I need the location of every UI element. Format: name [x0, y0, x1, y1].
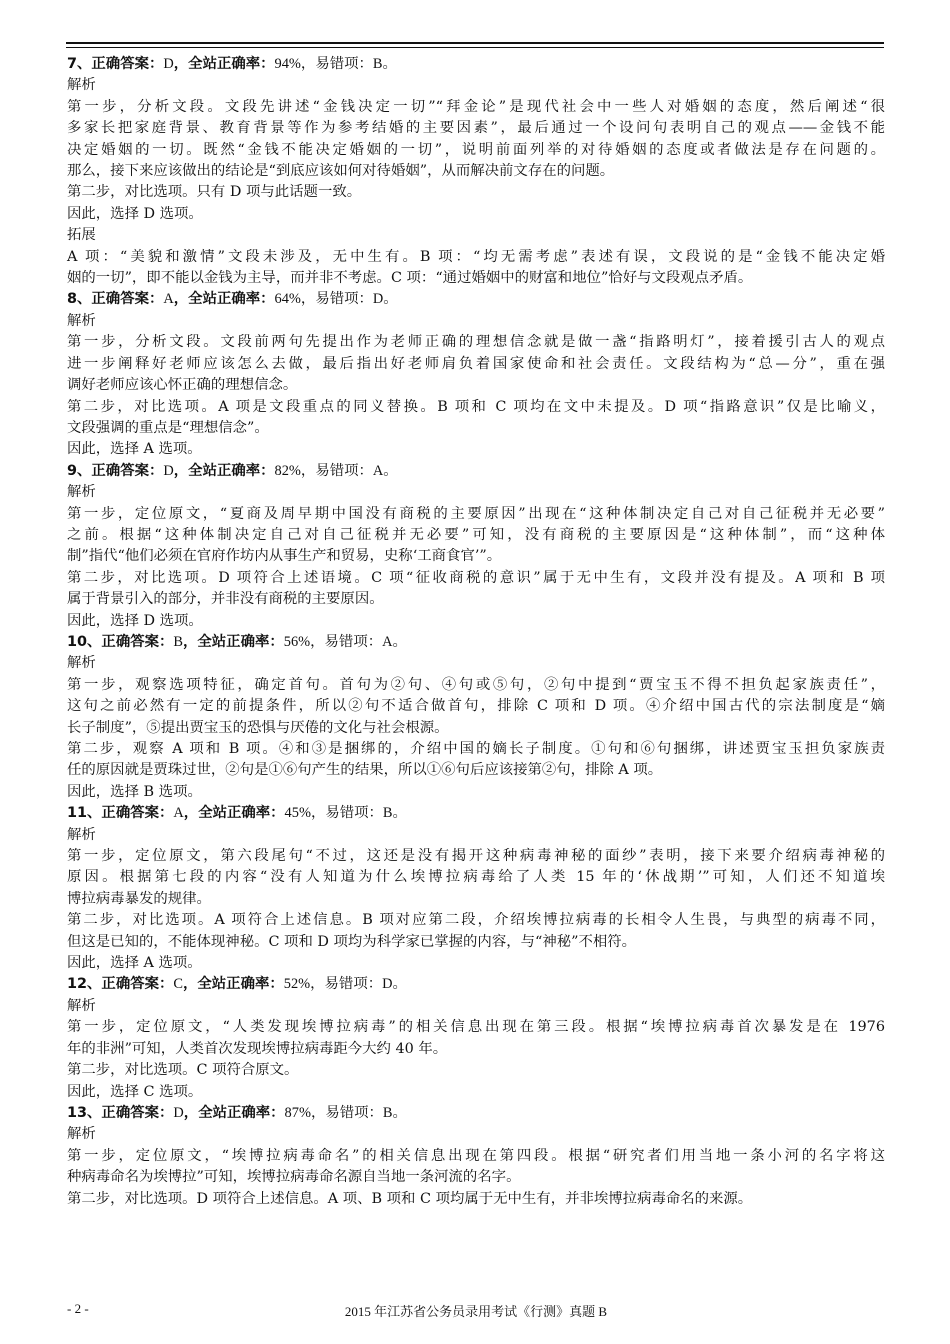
analysis-line: 第二步，观察 A 项和 B 项。④和③是捆绑的，介绍中国的嫡长子制度。①句和⑥句捆绑，讲述贾宝玉担负家族责 — [67, 741, 885, 757]
answer-content — [67, 54, 885, 1210]
question-entry — [67, 974, 885, 1102]
analysis-heading: 解析 — [67, 1126, 96, 1143]
analysis-line: 第一步，定位原文，“夏商及周早期中国没有商税的主要原因”出现在“这种体制决定自己对自己征税并无必要” — [67, 505, 885, 522]
analysis-line: 制”指代“他们必须在官府作坊内从事生产和贸易，史称‘工商食官’”。 — [67, 548, 502, 565]
analysis-line: 博拉病毒暴发的规律。 — [67, 890, 211, 907]
analysis-line: 第一步，定位原文，“人类发现埃博拉病毒”的相关信息出现在第三段。根据“埃博拉病毒首次暴发是在 1976 — [67, 1019, 885, 1036]
answer-value: C — [173, 976, 183, 993]
answer-label: 正确答案： — [91, 462, 164, 479]
analysis-line: 进一步阐释好老师应该怎么去做，最后指出好老师肩负着国家使命和社会责任。文段结构为“总—分”，重在强 — [67, 355, 885, 372]
analysis-line: 之前。根据“这种体制决定自己对自己征税并无必要”可知，没有商税的主要原因是“这种体制”，而“这种体 — [67, 526, 885, 543]
answer-line — [67, 1103, 885, 1124]
answer-line — [67, 974, 885, 995]
question-entry — [67, 461, 885, 632]
error-label: ，易错项： — [310, 976, 383, 993]
question-entry — [67, 1103, 885, 1210]
analysis-line: 因此，选择 D 选项。 — [67, 612, 203, 629]
analysis-line: 那么，接下来应该做出的结论是“到底应该如何对待婚姻”，从而解决前文存在的问题。 — [67, 163, 615, 180]
answer-line — [67, 632, 885, 653]
header-rule-thick — [66, 42, 884, 44]
analysis-heading: 解析 — [67, 997, 96, 1014]
footer-title: 2015 年江苏省公务员录用考试《行测》真题 B — [344, 1304, 608, 1319]
error-label: ，易错项： — [310, 1104, 383, 1121]
rate-label: ，全站正确率： — [183, 1104, 285, 1121]
answer-label: 正确答案： — [91, 291, 164, 308]
analysis-line: 原因。根据第七段的内容“没有人知道为什么埃博拉病毒给了人类 15 年的‘休战期’”可知，人们还不知道埃 — [67, 869, 885, 886]
analysis-line: 姻的一切”，即不能以金钱为主导，而并非不考虑。C 项：“通过婚姻中的财富和地位”恰好与文段观点矛盾。 — [67, 270, 753, 287]
error-label: ，易错项： — [300, 56, 373, 72]
error-value: B。 — [382, 1104, 407, 1121]
question-number: 8、 — [67, 291, 92, 308]
question-entry — [67, 632, 885, 803]
analysis-line: A 项：“美貌和激情”文段未涉及，无中生有。B 项：“均无需考虑”表述有误，文段说的是“金钱不能决定婚 — [67, 248, 885, 265]
analysis-line: 任的原因就是贾珠过世，②句是①⑥句产生的结果，所以①⑥句后应该接第②句，排除 A 项。 — [67, 762, 663, 779]
rate-label: ，全站正确率： — [173, 462, 275, 479]
answer-value: A — [173, 805, 184, 822]
analysis-line: 多家长把家庭背景、教育背景等作为参考结婚的主要因素”，最后通过一个设问句表明自己的观点——金钱不能 — [67, 120, 885, 137]
analysis-heading: 解析 — [67, 312, 96, 329]
answer-line — [67, 461, 885, 482]
analysis-line: 调好老师应该心怀正确的理想信念。 — [67, 377, 298, 394]
rate-label: ，全站正确率： — [183, 633, 284, 650]
analysis-line: 第二步，对比选项。A 项是文段重点的同义替换。B 项和 C 项均在文中未提及。D 项“指路意识”仅是比喻义， — [67, 398, 885, 415]
rate-value: 82% — [274, 462, 301, 479]
page-number: - 2 - — [67, 1301, 89, 1316]
error-value: A。 — [372, 462, 398, 479]
analysis-line: 第一步，分析文段。文段前两句先提出作为老师正确的理想信念就是做一盏“指路明灯”，接着援引古人的观点 — [67, 334, 885, 351]
analysis-heading: 解析 — [67, 655, 96, 672]
question-number: 9、 — [67, 462, 92, 479]
analysis-line: 第二步，对比选项。D 项符合上述信息。A 项、B 项和 C 项均属于无中生有，并非埃博拉病毒命名的来源。 — [67, 1190, 753, 1207]
answer-line — [67, 803, 885, 824]
error-value: A。 — [382, 633, 407, 650]
answer-value: B — [173, 633, 183, 650]
answer-line — [67, 54, 885, 75]
analysis-heading: 解析 — [67, 484, 96, 501]
answer-label: 正确答案： — [101, 976, 174, 993]
rate-value: 87% — [284, 1104, 311, 1121]
answer-label: 正确答案： — [91, 56, 164, 72]
analysis-line: 但这是已知的，不能体现神秘。C 项和 D 项均为科学家已掌握的内容，与“神秘”不相符。 — [67, 933, 637, 950]
header-rule-thin — [66, 47, 884, 48]
question-number: 7、 — [67, 56, 92, 72]
analysis-line: 第一步，观察选项特征，确定首句。首句为②句、④句或⑤句，②句中提到“贾宝玉不得不担负起家族责任”， — [67, 676, 885, 693]
rate-label: ，全站正确率： — [173, 291, 275, 308]
question-number: 12、 — [67, 976, 102, 993]
analysis-line: 长子制度”，⑤提出贾宝玉的恐惧与厌倦的文化与社会根源。 — [67, 719, 449, 736]
rate-value: 45% — [284, 805, 311, 822]
analysis-line: 第一步，分析文段。文段先讲述“金钱决定一切”“拜金论”是现代社会中一些人对婚姻的态度，然后阐述“很 — [67, 98, 885, 115]
answer-label: 正确答案： — [101, 633, 174, 650]
error-value: B。 — [372, 56, 397, 72]
rate-label: ，全站正确率： — [173, 56, 275, 72]
analysis-line: 决定婚姻的一切。既然“金钱不能决定婚姻的一切”，说明前面列举的对待婚姻的态度或者做法是存在问题的。 — [67, 141, 885, 158]
analysis-line: 第一步，定位原文，第六段尾句“不过，这还是没有揭开这种病毒神秘的面纱”表明，接下来要介绍病毒神秘的 — [67, 848, 885, 865]
question-entry — [67, 289, 885, 460]
answer-value: A — [163, 291, 174, 308]
analysis-line: 因此，选择 A 选项。 — [67, 955, 202, 972]
question-entry — [67, 54, 885, 289]
analysis-heading: 解析 — [67, 826, 96, 843]
analysis-line: 这句之前必然有一定的前提条件，所以②句不适合做首句，排除 C 项和 D 项。④介绍中国古代的宗法制度是“嫡 — [67, 698, 885, 715]
question-entry — [67, 803, 885, 974]
answer-label: 正确答案： — [101, 1104, 174, 1121]
rate-label: ，全站正确率： — [183, 805, 285, 822]
analysis-heading: 解析 — [67, 77, 96, 94]
analysis-line: 文段强调的重点是“理想信念”。 — [67, 419, 269, 436]
analysis-line: 年的非洲”可知，人类首次发现埃博拉病毒距今大约 40 年。 — [67, 1040, 448, 1057]
analysis-line: 种病毒命名为埃博拉”可知，埃博拉病毒命名源自当地一条河流的名字。 — [67, 1169, 521, 1186]
analysis-line: 第二步，对比选项。A 项符合上述信息。B 项对应第二段，介绍埃博拉病毒的长相令人生畏，与典型的病毒不同， — [67, 912, 885, 929]
rate-value: 94% — [274, 56, 301, 72]
answer-value: D — [163, 462, 174, 479]
question-number: 11、 — [67, 805, 102, 822]
analysis-line: 因此，选择 B 选项。 — [67, 783, 202, 800]
question-number: 10、 — [67, 633, 102, 650]
rate-label: ，全站正确率： — [183, 976, 284, 993]
answer-label: 正确答案： — [101, 805, 174, 822]
error-value: D。 — [382, 976, 407, 993]
rate-value: 52% — [283, 976, 311, 993]
error-label: ，易错项： — [300, 291, 373, 308]
analysis-line: 因此，选择 C 选项。 — [67, 1083, 203, 1100]
analysis-line: 因此，选择 A 选项。 — [67, 441, 202, 458]
error-label: ，易错项： — [310, 633, 383, 650]
answer-value: D — [163, 56, 174, 72]
analysis-line: 拓展 — [67, 227, 96, 244]
analysis-line: 第二步，对比选项。C 项符合原文。 — [67, 1062, 299, 1079]
analysis-line: 第二步，对比选项。只有 D 项与此话题一致。 — [67, 184, 362, 201]
error-value: B。 — [382, 805, 407, 822]
answer-line — [67, 289, 885, 310]
error-label: ，易错项： — [310, 805, 383, 822]
error-value: D。 — [372, 291, 398, 308]
rate-value: 56% — [283, 633, 311, 650]
error-label: ，易错项： — [300, 462, 373, 479]
analysis-line: 因此，选择 D 选项。 — [67, 205, 203, 222]
answer-value: D — [173, 1104, 184, 1121]
analysis-line: 属于背景引入的部分，并非没有商税的主要原因。 — [67, 591, 384, 608]
analysis-line: 第一步，定位原文，“埃博拉病毒命名”的相关信息出现在第四段。根据“研究者们用当地一条小河的名字将这 — [67, 1147, 885, 1164]
rate-value: 64% — [274, 291, 301, 308]
question-number: 13、 — [67, 1104, 102, 1121]
analysis-line: 第二步，对比选项。D 项符合上述语境。C 项“征收商税的意识”属于无中生有，文段并没有提及。A 项和 B 项 — [67, 569, 885, 586]
